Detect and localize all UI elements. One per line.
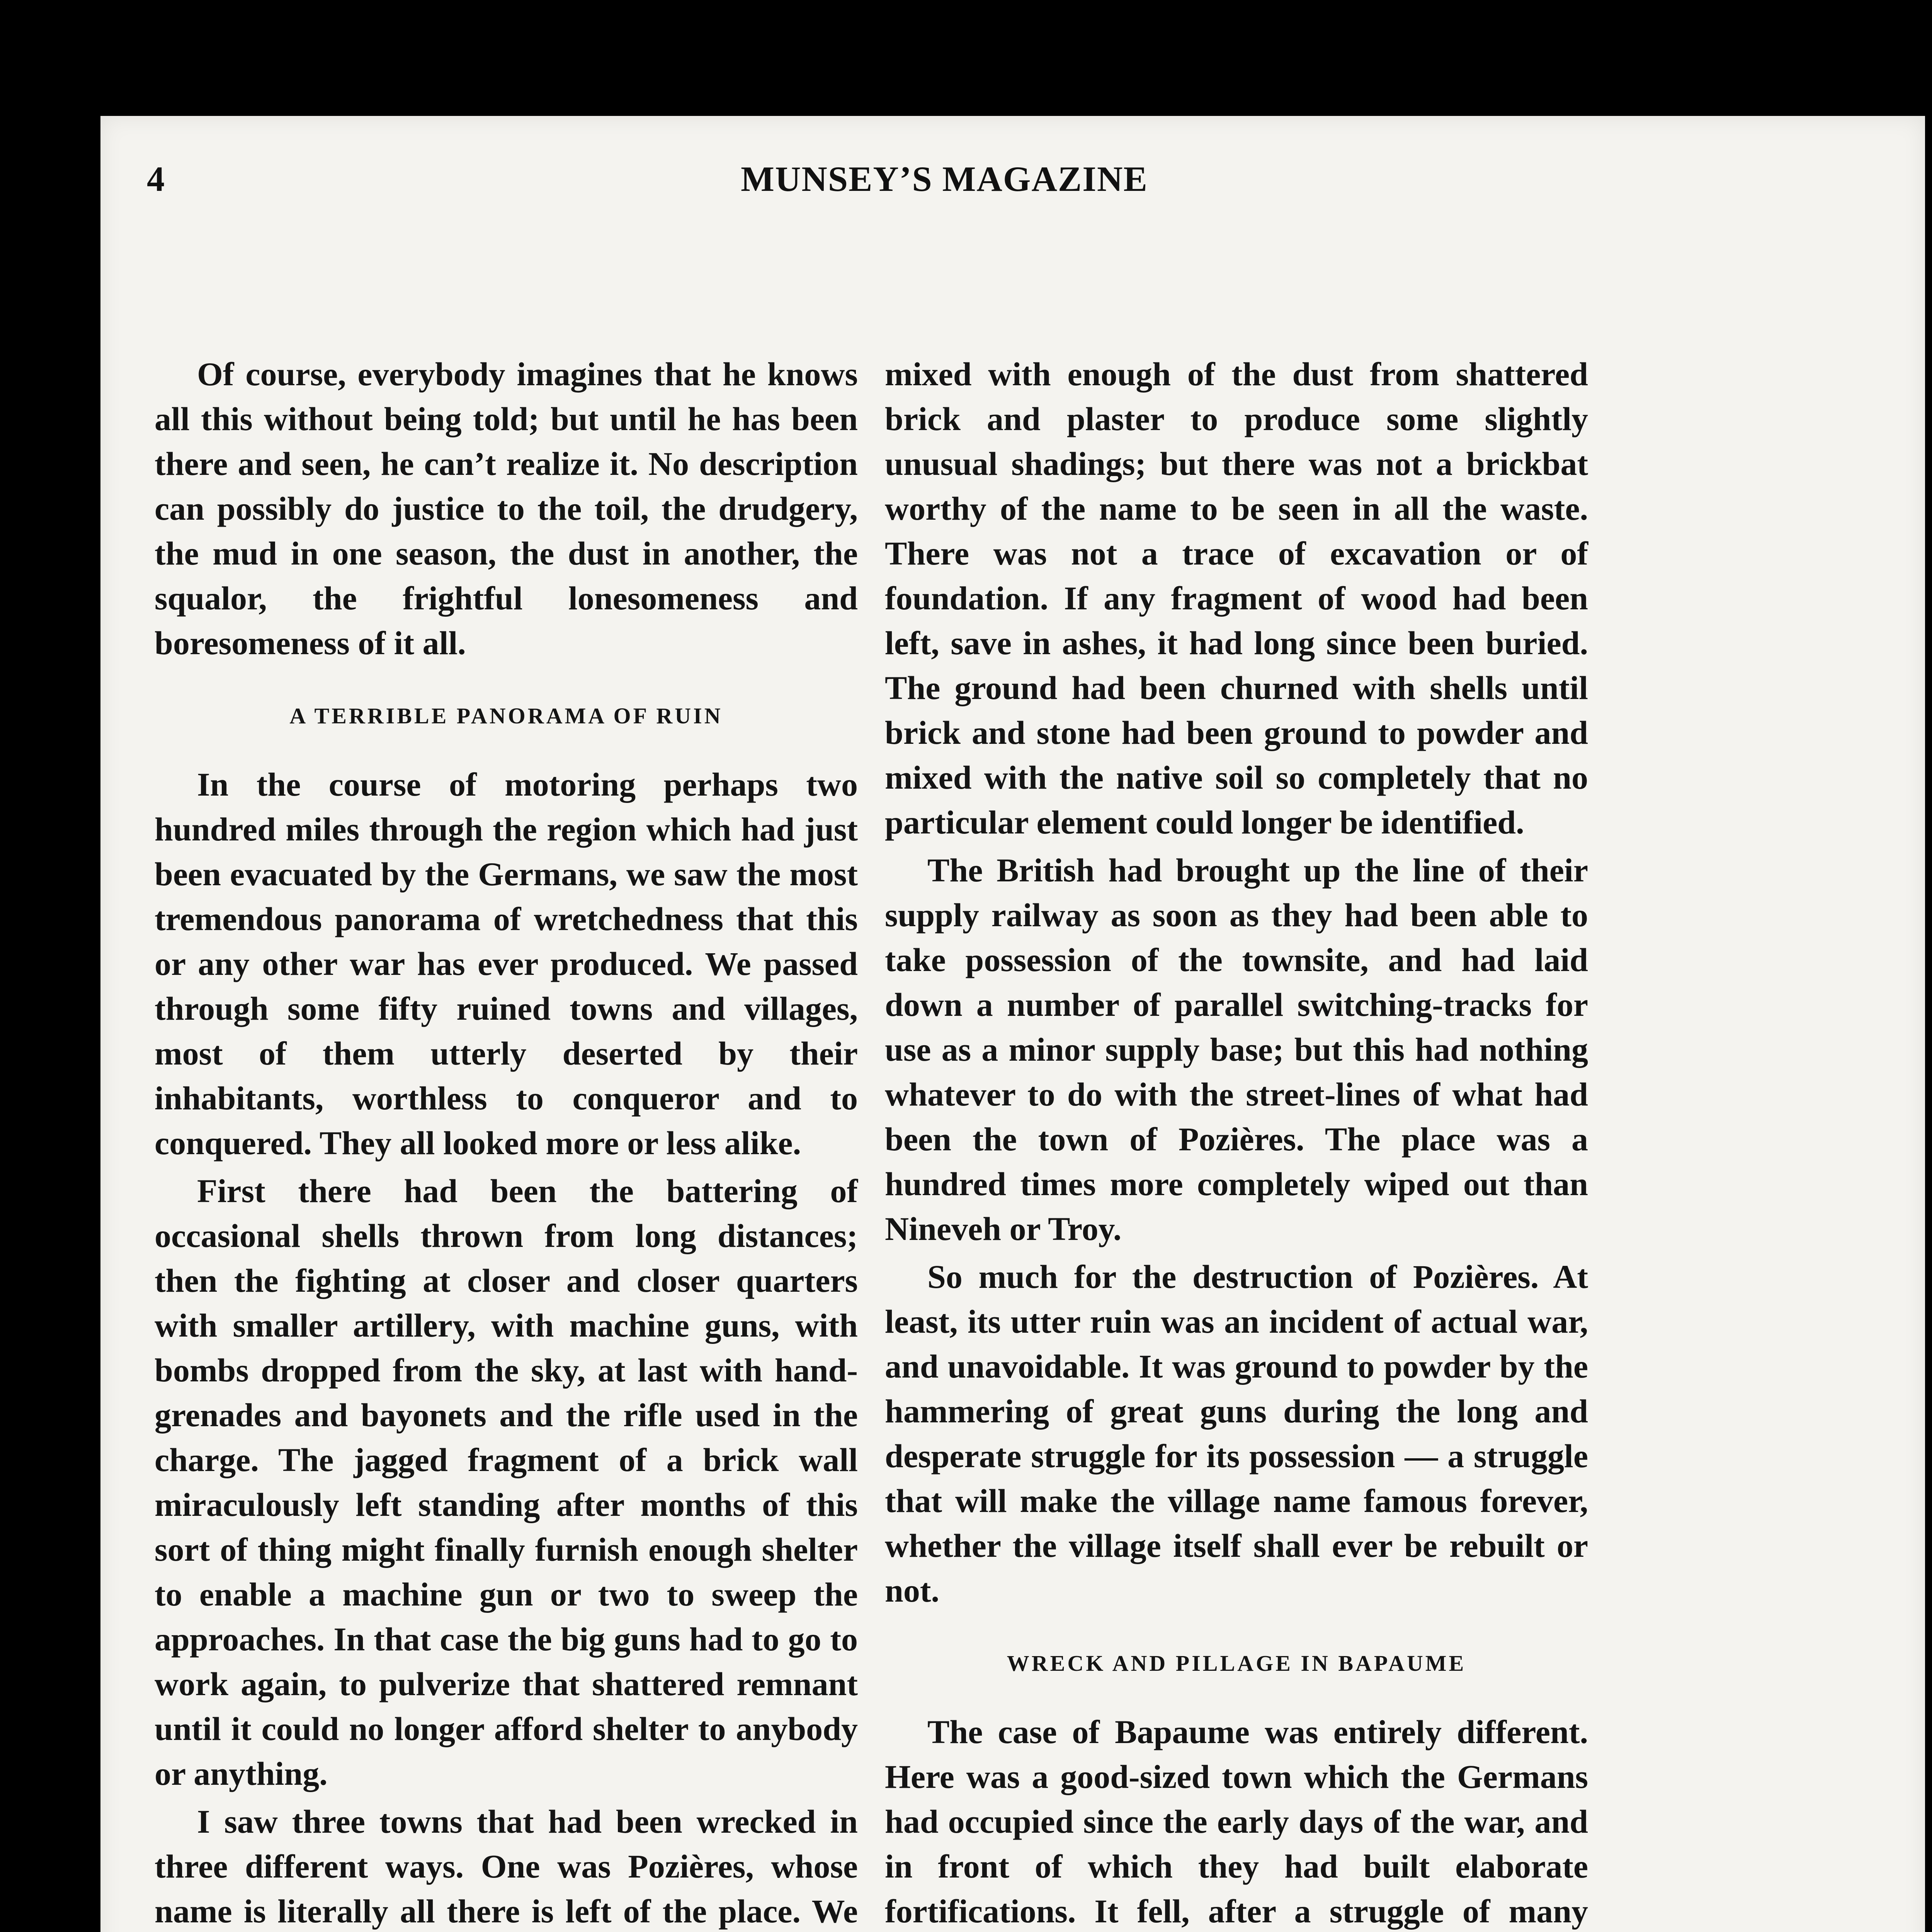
paragraph: The case of Bapaume was entirely different. Here was a good-sized town which the Germans had occupied since the early days of the war, and in front of which they had built elaborate fortifications. It fell, after a struggle of many xyxy=(885,1713,1588,1930)
paragraph: So much for the destruction of Pozières. At least, its utter ruin was an incident of actual war, and unavoidable. It was ground to powder by the hammering of great guns during the long and desperate struggle for its possession — a struggle that will make the village name famous forever, whether the village itself shall ever be rebuilt or not. xyxy=(885,1258,1588,1609)
page-number: 4 xyxy=(147,159,165,199)
page-header xyxy=(147,158,1742,213)
paragraph: In the course of motoring perhaps two hundred miles through the region which had just been evacuated by the Germans, we saw the most tremendous panorama of wretchedness that this or any other war has ever produced. We passed through some fifty ruined towns and villages, most of them utterly deserted by their inhabitants, worthless to conqueror and to conquered. They all looked more or less alike. xyxy=(155,766,858,1162)
paragraph: Of course, everybody imagines that he knows all this without being told; but until he has been there and seen, he can’t realize it. No description can possibly do justice to the toil, the drudgery, the mud in one season, the dust in another, the squalor, the frightful lonesomeness and boresomeness of it all. xyxy=(155,355,858,662)
paragraph: First there had been the battering of occasional shells thrown from long distances; then the fighting at closer and closer quarters with smaller artillery, with machine guns, with bombs dropped from the sky, at last with hand-grenades and bayonets and the rifle used in the charge. The jagged fragment of a brick wall miraculously left standing after months of this sort of thing might finally furnish enough shelter to enable a machine gun or two to sweep the approaches. In that case the big guns had to go to work again, to pulverize that shattered remnant until it could no longer afford shelter to anybody or anything. xyxy=(155,1172,858,1792)
running-head: MUNSEY’S MAGAZINE xyxy=(741,159,1148,199)
paragraph: I saw three towns that had been wrecked in three different ways. One was Pozières, whose name is literally all there is left of the place. We xyxy=(155,1803,858,1930)
paragraph: mixed with enough of the dust from shattered brick and plaster to produce some slightly unusual shadings; but there was not a brickbat worthy of the name to be seen in all the waste. There was not a trace of excavation or of foundation. If any fragment of wood had been left, save in ashes, it had long since been buried. The ground had been churned with shells until brick and stone had been ground to powder and mixed with the native soil so completely that no particular element could longer be identified. xyxy=(885,355,1588,841)
left-column xyxy=(155,352,858,1932)
section-heading: WRECK AND PILLAGE IN BAPAUME xyxy=(1007,1651,1466,1676)
section-heading: A TERRIBLE PANORAMA OF RUIN xyxy=(289,703,723,728)
right-column xyxy=(885,352,1588,1932)
paragraph: The British had brought up the line of their supply railway as soon as they had been able to take possession of the townsite, and had laid down a number of parallel switching-tracks for use as a minor supply base; but this had nothing whatever to do with the street-lines of what had been the town of Pozières. The place was a hundred times more completely wiped out than Nineveh or Troy. xyxy=(885,852,1588,1247)
